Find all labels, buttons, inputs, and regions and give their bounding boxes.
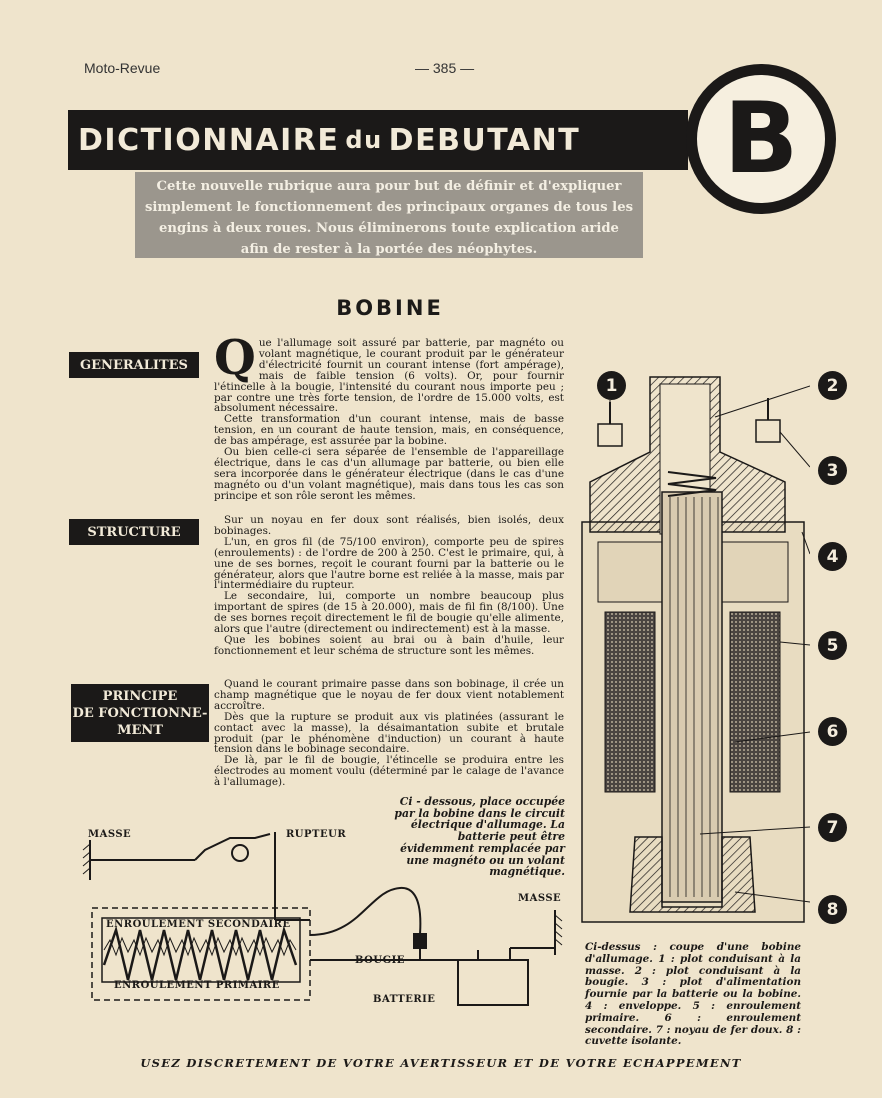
callout-5: 5 <box>818 631 847 660</box>
section-label-structure: STRUCTURE <box>69 519 199 545</box>
letter-badge: B <box>686 64 836 214</box>
banner-word-2: du <box>345 126 383 154</box>
label-line: MENT <box>117 722 163 738</box>
section-structure-text <box>214 515 564 657</box>
paragraph: De là, par le fil de bougie, l'étincelle se produira entre les électrodes au moment voulu (déterminé par le calage de l'avance à l'allumage). <box>214 754 564 789</box>
paragraph: Que les bobines soient au brai ou à bain d'huile, leur fonctionnement et leur schéma de structure sont les mêmes. <box>214 633 564 657</box>
paragraph: Ou bien celle-ci sera séparée de l'ensemble de l'appareillage électrique, dans le cas d'un allumage par batterie, ou bien elle sera incorporée dans le générateur électrique (dans le cas d'une magnéto ou d'un volant magnétique), mais dans tous les cas son principe et son rôle seront les mêmes. <box>214 446 564 502</box>
paragraph: Dès que la rupture se produit aux vis platinées (assurant le contact avec la masse), la désaimantation subite et brutale produit (par le phénomène d'induction) un courant à haute tension dans le bobinage secondaire. <box>214 710 564 756</box>
label-enroulement-secondaire: ENROULEMENT SECONDAIRE <box>106 919 291 930</box>
section-generalites-text <box>214 330 564 502</box>
circuit-caption: Ci - dessous, place occupée par la bobine dans le circuit électrique d'allumage. La batterie peut être évidemment remplacée par une magnéto ou un volant magnétique. <box>394 795 565 879</box>
label-enroulement-primaire: ENROULEMENT PRIMAIRE <box>114 980 280 991</box>
section-label-generalites: GENERALITES <box>69 352 199 378</box>
label-masse-right: MASSE <box>518 893 562 904</box>
paragraph: ue l'allumage soit assuré par batterie, par magnéto ou volant magnétique, le courant produit par le générateur d'électricité fournit un courant intense (fort ampérage), mais de faible tension (6 volts). Or, pour fournir l'étincelle à la bougie, l'intensité du courant nous importe peu ; par contre une très forte tension, de l'ordre de 15.000 volts, est absolument nécessaire. <box>214 337 564 415</box>
label-line: PRINCIPE <box>102 688 178 704</box>
callout-6: 6 <box>818 717 847 746</box>
cutaway-caption: Ci-dessus : coupe d'une bobine d'allumage. 1 : plot conduisant à la masse. 2 : plot conduisant à la bougie. 3 : plot d'alimentation fournie par la batterie ou la bobine. 4 : enveloppe. 5 : enroulement primaire. 6 : enroulement secondaire. 7 : noyau de fer doux. 8 : cuvette isolante. <box>585 941 801 1048</box>
section-principe-text <box>214 679 564 788</box>
dropcap: Q <box>214 330 256 386</box>
banner-word-3: DEBUTANT <box>388 122 581 158</box>
paragraph: Sur un noyau en fer doux sont réalisés, bien isolés, deux bobinages. <box>214 514 564 537</box>
label-line: DE FONCTIONNE- <box>72 705 208 721</box>
coil-cutaway-illustration <box>570 372 810 932</box>
section-label-principe <box>71 684 209 742</box>
paragraph: Quand le courant primaire passe dans son bobinage, il crée un champ magnétique que le noyau de fer doux vient notablement accroître. <box>214 678 564 712</box>
label-masse-left: MASSE <box>88 829 132 840</box>
page-number: — 385 — <box>415 60 475 76</box>
callout-1: 1 <box>597 371 626 400</box>
footer-slogan: USEZ DISCRETEMENT DE VOTRE AVERTISSEUR ET DE VOTRE ECHAPPEMENT <box>140 1056 742 1070</box>
journal-name: Moto-Revue <box>84 60 161 76</box>
callout-8: 8 <box>818 895 847 924</box>
callout-3: 3 <box>818 456 847 485</box>
paragraph: Cette transformation d'un courant intense, mais de basse tension, en un courant de haute tension, mais, en conséquence, de bas ampérage, est assurée par la bobine. <box>214 413 564 448</box>
callout-4: 4 <box>818 542 847 571</box>
article-title: BOBINE <box>336 296 444 320</box>
banner-word-1: DICTIONNAIRE <box>78 122 340 158</box>
callout-7: 7 <box>818 813 847 842</box>
label-rupteur: RUPTEUR <box>286 829 347 840</box>
callout-2: 2 <box>818 371 847 400</box>
series-banner <box>68 110 688 170</box>
intro-box: Cette nouvelle rubrique aura pour but de définir et d'expliquer simplement le fonctionnement des principaux organes de tous les engins à deux roues. Nous éliminerons toute explication aride afin de rester à la portée des néophytes. <box>135 172 643 258</box>
label-batterie: BATTERIE <box>373 994 436 1005</box>
label-bougie: BOUGIE <box>355 955 405 966</box>
paragraph: Le secondaire, lui, comporte un nombre beaucoup plus important de spires (de 15 à 20.000), mais de fil fin (8/100). Une de ses bornes reçoit directement le fil de bougie qu'elle alimente, alors que l'autre (directement ou indirectement) est à la masse. <box>214 590 564 636</box>
paragraph: L'un, en gros fil (de 75/100 environ), comporte peu de spires (enroulements) : de l'ordre de 200 à 250. C'est le primaire, qui, à une de ses bornes, reçoit le courant fourni par la batterie ou le générateur, alors que l'autre borne est reliée à la masse, mais par l'intermédiaire du rupteur. <box>214 535 564 592</box>
